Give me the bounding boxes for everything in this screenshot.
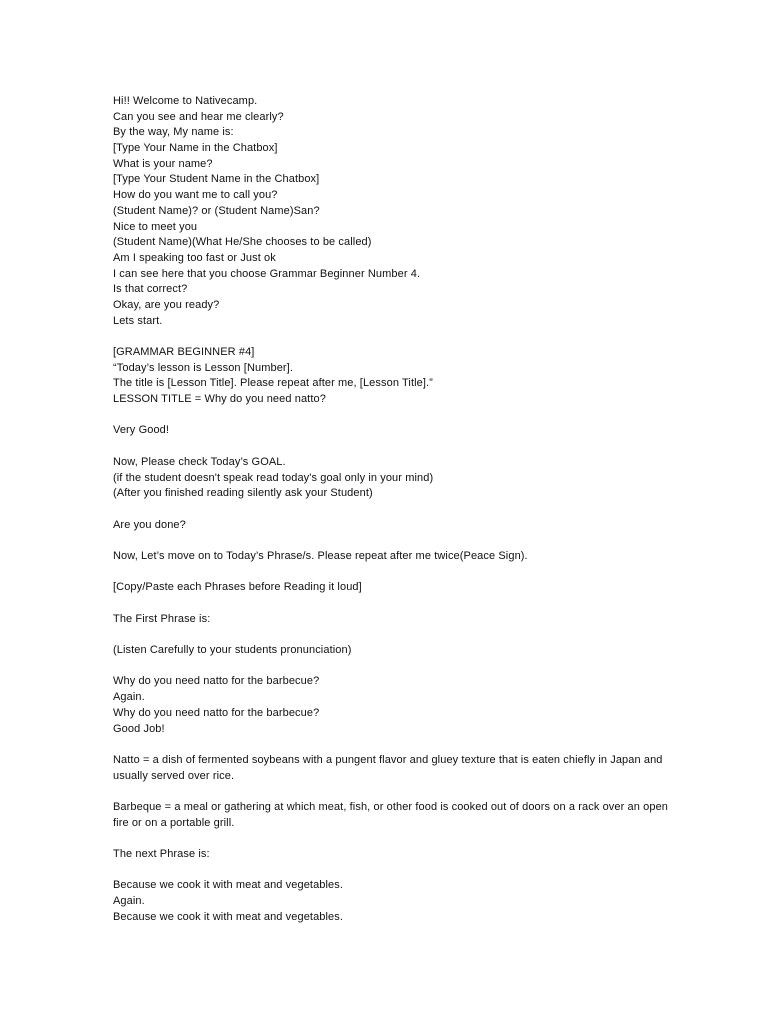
phrase2-block bbox=[113, 878, 673, 925]
text-line: [Type Your Name in the Chatbox] bbox=[113, 142, 278, 155]
phrase-line: Why do you need natto for the barbecue? bbox=[113, 675, 320, 688]
paragraph-gap bbox=[113, 329, 673, 345]
text-line: Lets start. bbox=[113, 314, 163, 327]
paragraph-gap bbox=[113, 565, 673, 581]
copy-paste-note: [Copy/Paste each Phrases before Reading it loud] bbox=[113, 581, 362, 594]
text-line: Can you see and hear me clearly? bbox=[113, 110, 284, 123]
paragraph-gap bbox=[113, 737, 673, 753]
text-line: Am I speaking too fast or Just ok bbox=[113, 251, 276, 264]
phrase1-block bbox=[113, 674, 673, 737]
paragraph-gap bbox=[113, 596, 673, 612]
lesson-header-block bbox=[113, 345, 673, 408]
paragraph-gap bbox=[113, 831, 673, 847]
paragraph-gap bbox=[113, 863, 673, 879]
paragraph-gap bbox=[113, 408, 673, 424]
text-line: (After you finished reading silently ask your Student) bbox=[113, 487, 373, 500]
document-body bbox=[113, 94, 673, 926]
text-line: Okay, are you ready? bbox=[113, 298, 220, 311]
text-line: The title is [Lesson Title]. Please repeat after me, [Lesson Title].” bbox=[113, 377, 433, 390]
first-phrase-label: The First Phrase is: bbox=[113, 612, 211, 625]
phrase-line: Because we cook it with meat and vegetables. bbox=[113, 910, 344, 923]
paragraph-gap bbox=[113, 502, 673, 518]
paragraph-gap bbox=[113, 439, 673, 455]
listen-note: (Listen Carefully to your students pronunciation) bbox=[113, 644, 352, 657]
very-good-line: Very Good! bbox=[113, 424, 170, 437]
text-line: Again. bbox=[113, 691, 145, 704]
paragraph-gap bbox=[113, 533, 673, 549]
lesson-title-line: LESSON TITLE = Why do you need natto? bbox=[113, 393, 326, 406]
text-line: (Student Name)(What He/She chooses to be called) bbox=[113, 236, 372, 249]
phrase-line: Because we cook it with meat and vegetables. bbox=[113, 879, 344, 892]
text-line: Nice to meet you bbox=[113, 220, 198, 233]
phrase-line: Why do you need natto for the barbecue? bbox=[113, 706, 320, 719]
paragraph-gap bbox=[113, 784, 673, 800]
natto-definition: Natto = a dish of fermented soybeans with a pungent flavor and gluey texture that is eaten chiefly in Japan and usually served over rice. bbox=[113, 753, 663, 782]
text-line: [Type Your Student Name in the Chatbox] bbox=[113, 173, 320, 186]
paragraph-gap bbox=[113, 659, 673, 675]
text-line: Again. bbox=[113, 895, 145, 908]
paragraph-gap bbox=[113, 627, 673, 643]
text-line: I can see here that you choose Grammar Beginner Number 4. bbox=[113, 267, 421, 280]
text-line: By the way, My name is: bbox=[113, 126, 234, 139]
next-phrase-label: The next Phrase is: bbox=[113, 848, 210, 861]
text-line: (Student Name)? or (Student Name)San? bbox=[113, 204, 320, 217]
text-line: How do you want me to call you? bbox=[113, 189, 278, 202]
text-line: Now, Please check Today’s GOAL. bbox=[113, 455, 286, 468]
text-line: Good Job! bbox=[113, 722, 165, 735]
text-line: Is that correct? bbox=[113, 283, 188, 296]
text-line: What is your name? bbox=[113, 157, 213, 170]
are-you-done-line: Are you done? bbox=[113, 518, 186, 531]
barbeque-definition: Barbeque = a meal or gathering at which meat, fish, or other food is cooked out of doors on a rack over an open fire or on a portable grill. bbox=[113, 800, 669, 829]
text-line: (if the student doesn't speak read today's goal only in your mind) bbox=[113, 471, 434, 484]
text-line: Hi!! Welcome to Nativecamp. bbox=[113, 95, 258, 107]
move-on-line: Now, Let’s move on to Today’s Phrase/s. Please repeat after me twice(Peace Sign). bbox=[113, 549, 528, 562]
text-line: “Today’s lesson is Lesson [Number]. bbox=[113, 361, 293, 374]
intro-block bbox=[113, 94, 673, 329]
goal-block bbox=[113, 455, 673, 502]
lesson-level-line: [GRAMMAR BEGINNER #4] bbox=[113, 346, 255, 358]
